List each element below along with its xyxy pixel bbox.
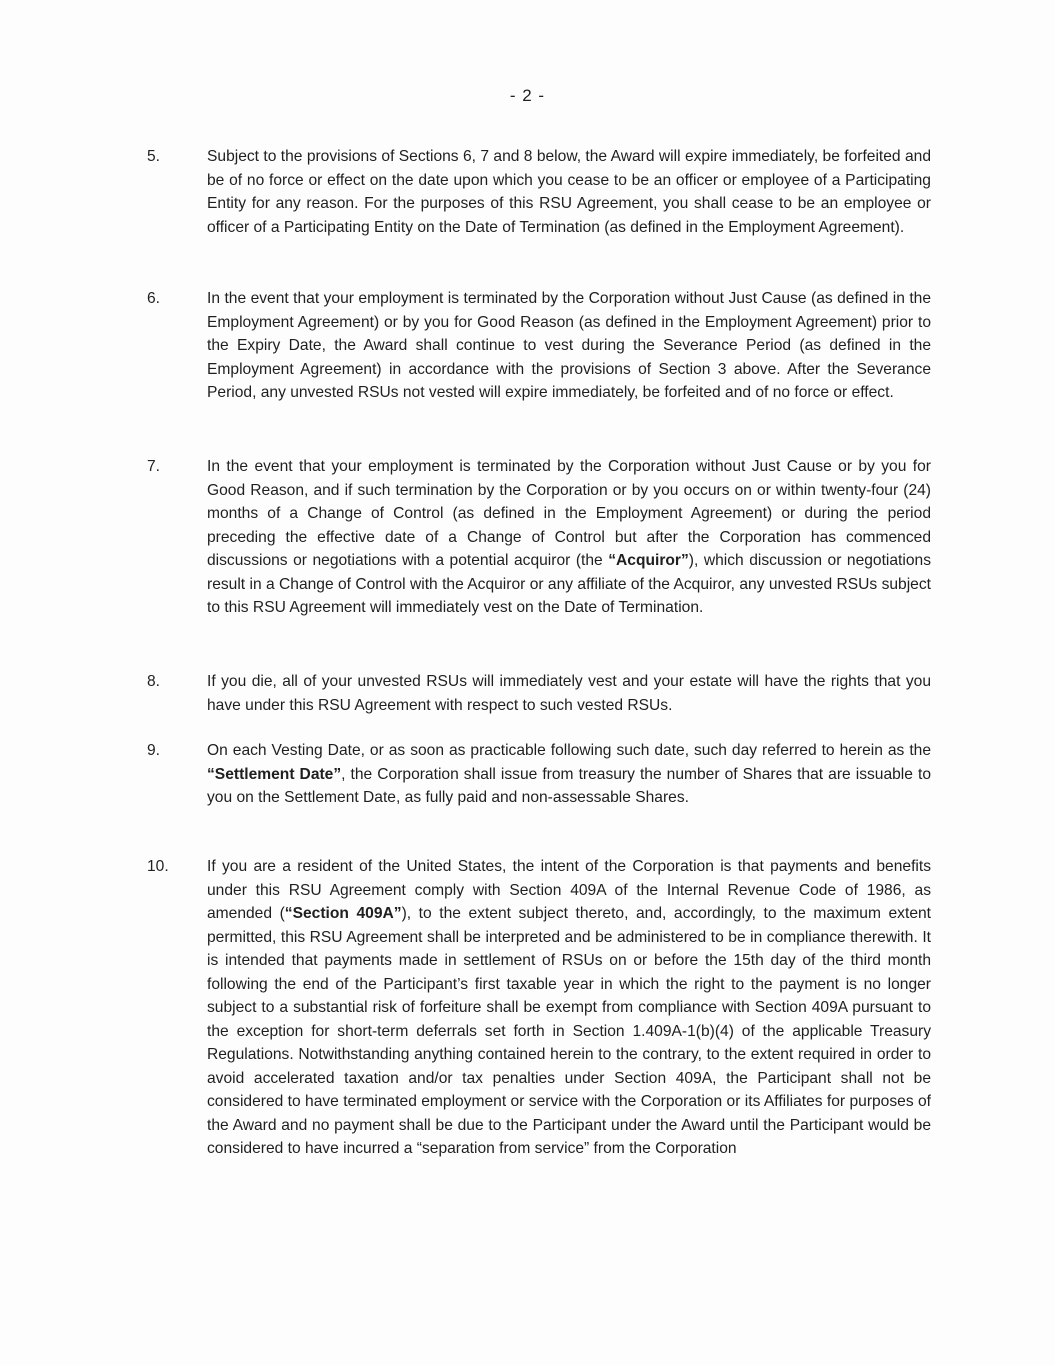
clause-text bbox=[207, 455, 931, 620]
clause-text-segment: If you are a resident of the United States, the intent of the Corporation is that payments and benefits under this RSU Agreement comply with Section 409A of the Internal Revenue Code of 1986, as amended ( bbox=[207, 858, 931, 922]
clause-text-segment: On each Vesting Date, or as soon as practicable following such date, such day referred to herein as the bbox=[207, 742, 931, 759]
clause-number: 8. bbox=[147, 673, 161, 690]
clause-text-segment: , the Corporation shall issue from treasury the number of Shares that are issuable to you on the Settlement Date, as fully paid and non-assessable Shares. bbox=[207, 765, 931, 806]
clause-text-segment: ), to the extent subject thereto, and, accordingly, to the maximum extent permitted, this RSU Agreement shall be interpreted and be administered to be in compliance therewith. It is intended that payments made in settlement of RSUs on or before the 15th day of the third month following the end of the Participant’s first taxable year in which the right to the payment is no longer subject to a substantial risk of forfeiture shall be exempt from compliance with Section 409A pursuant to the exception for short-term deferrals set forth in Section 1.409A-1(b)(4) of the applicable Treasury Regulations. Notwithstanding anything contained herein to the contrary, to the extent required in order to avoid accelerated taxation and/or tax penalties under Section 409A, the Participant shall not be considered to have terminated employment or service with the Corporation or its Affiliates for purposes of the Award and no payment shall be due to the Participant under the Award until the Participant would be considered to have incurred a “separation from service” from the Corporation bbox=[207, 905, 931, 1157]
clause-text-segment: If you die, all of your unvested RSUs will immediately vest and your estate will have the rights that you have under this RSU Agreement with respect to such vested RSUs. bbox=[207, 673, 931, 714]
clause-number: 10. bbox=[147, 858, 169, 875]
clause-text-segment: Subject to the provisions of Sections 6, 7 and 8 below, the Award will expire immediately, be forfeited and be of no force or effect on the date upon which you cease to be an officer or employee of a Participating Entity for any reason. For the purposes of this RSU Agreement, you shall cease to be an employee or officer of a Participating Entity on the Date of Termination (as defined in the Employment Agreement). bbox=[207, 148, 931, 236]
clause-text bbox=[207, 739, 931, 810]
defined-term-settlement-date: “Settlement Date” bbox=[207, 765, 342, 783]
clause-number: 9. bbox=[147, 742, 161, 759]
clause-text bbox=[207, 855, 931, 1161]
clause-number: 6. bbox=[147, 290, 161, 307]
clause-text bbox=[207, 145, 931, 239]
clause-text-segment: ), which discussion or negotiations result in a Change of Control with the Acquiror or any affiliate of the Acquiror, any unvested RSUs subject to this RSU Agreement will immediately vest on the Date of Termination. bbox=[207, 552, 931, 616]
defined-term-section-409a: “Section 409A” bbox=[284, 905, 402, 922]
clause-number: 7. bbox=[147, 458, 161, 475]
defined-term-acquiror: “Acquiror” bbox=[608, 552, 689, 569]
clause-text bbox=[207, 287, 931, 405]
clause-text-segment: In the event that your employment is terminated by the Corporation without Just Cause (as defined in the Employment Agreement) or by you for Good Reason (as defined in the Employment Agreement) prior to the Expiry Date, the Award shall continue to vest during the Severance Period (as defined in the Employment Agreement) in accordance with the provisions of Section 3 above. After the Severance Period, any unvested RSUs not vested will expire immediately, be forfeited and of no force or effect. bbox=[207, 290, 931, 401]
page-number: - 2 - bbox=[509, 86, 546, 105]
clause-number: 5. bbox=[147, 148, 161, 165]
clause-text-segment: In the event that your employment is terminated by the Corporation without Just Cause or by you for Good Reason, and if such termination by the Corporation or by you occurs on or within twenty-four (24) months of a Change of Control (as defined in the Employment Agreement) or during the period preceding the effective date of a Change of Control but after the Corporation has commenced discussions or negotiations with a potential acquiror (the bbox=[207, 458, 931, 569]
clause-text bbox=[207, 670, 931, 717]
